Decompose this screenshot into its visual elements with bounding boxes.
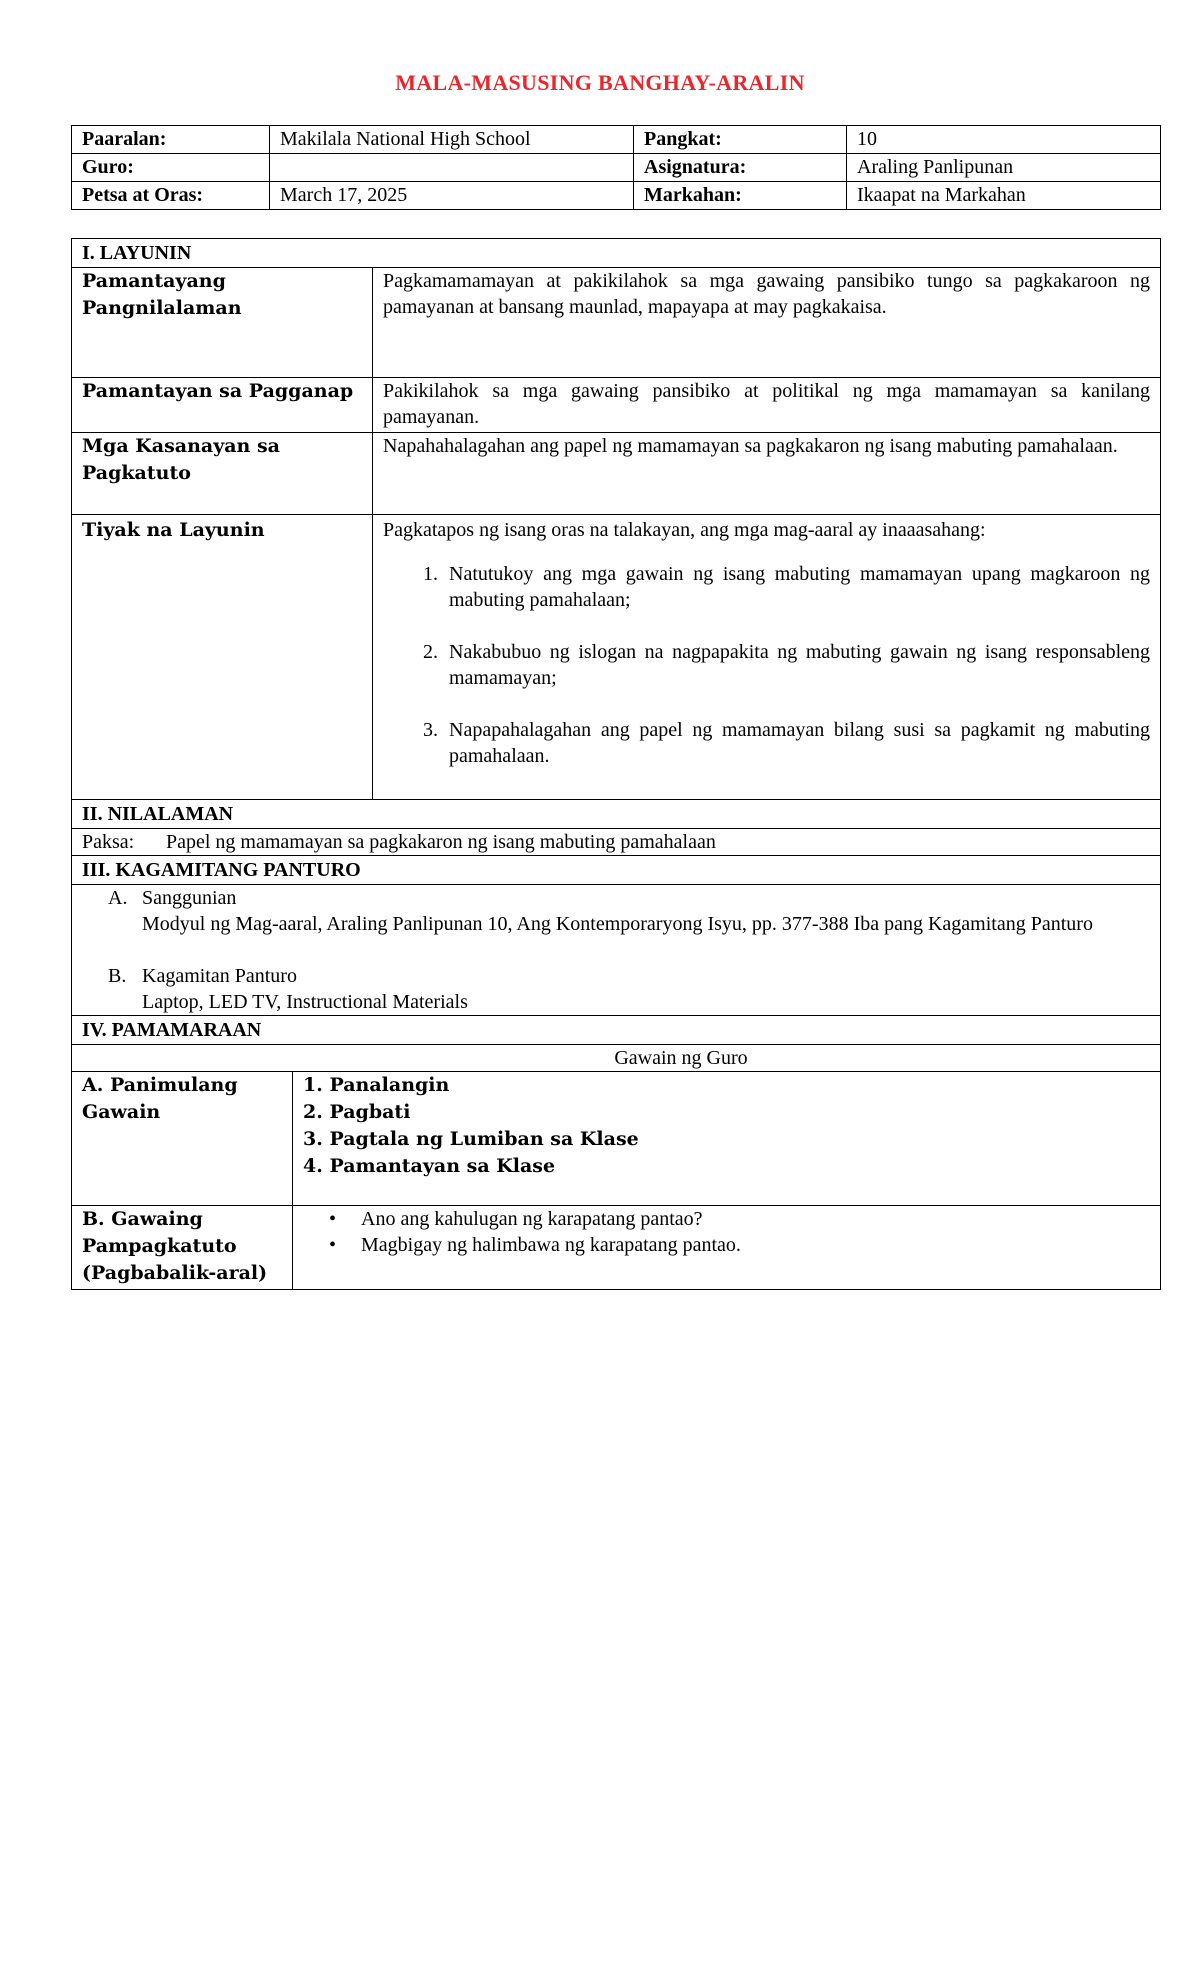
kasanayan-label: Mga Kasanayan sa Pagkatuto [72, 433, 373, 515]
markahan-value: Ikaapat na Markahan [847, 182, 1161, 210]
step-item: 1. Panalangin [303, 1074, 450, 1096]
kagamitan-text: Laptop, LED TV, Instructional Materials [142, 991, 468, 1013]
pagganap-label: Pamantayan sa Pagganap [72, 378, 373, 433]
item-label: B. [108, 965, 127, 987]
sanggunian-text: Modyul ng Mag-aaral, Araling Panlipunan 10, Ang Kontemporaryong Isyu, pp. 377-388 Iba pang Kagamitang Panturo [142, 913, 1093, 935]
review-questions-list [303, 1206, 1150, 1258]
kagamitan-cell [72, 885, 1161, 1016]
document-title: MALA-MASUSING BANGHAY-ARALIN [395, 70, 805, 95]
kagamitan-heading: III. KAGAMITANG PANTURO [72, 856, 1161, 885]
header-row [72, 154, 1161, 182]
objective-item: 2. Nakabubuo ng islogan na nagpapakita ng mabuting gawain ng isang responsableng mamamayan; [443, 639, 1150, 691]
tiyak-cell [373, 515, 1161, 800]
kagamitan-item [108, 963, 1150, 1015]
objective-item: 3. Napapahalagahan ang papel ng mamamayan bilang susi sa pagkamit ng mabuting pamahalaan. [443, 717, 1150, 769]
pampagkatuto-label-3: (Pagbabalik-aral) [82, 1262, 268, 1284]
pampagkatuto-label-1: B. Gawaing [82, 1208, 203, 1230]
asignatura-label: Asignatura: [634, 154, 847, 182]
pangkat-label: Pangkat: [634, 126, 847, 154]
tiyak-intro: Pagkatapos ng isang oras na talakayan, ang mga mag-aaral ay inaaasahang: [383, 519, 986, 541]
pamamaraan-heading: IV. PAMAMARAAN [72, 1016, 1161, 1045]
sanggunian-title: Sanggunian [142, 887, 237, 909]
pampagkatuto-cell [293, 1206, 1161, 1290]
bullet-item: • Ano ang kahulugan ng karapatang pantao? [361, 1206, 1150, 1232]
bullet-item: • Magbigay ng halimbawa ng karapatang pantao. [361, 1232, 1150, 1258]
tiyak-label: Tiyak na Layunin [72, 515, 373, 800]
paksa-text: Papel ng mamamayan sa pagkakaron ng isang mabuting pamahalaan [166, 831, 716, 853]
header-row [72, 182, 1161, 210]
step-item: 2. Pagbati [303, 1101, 411, 1123]
paksa-cell [72, 829, 1161, 856]
pamantayang-text: Pagkamamamayan at pakikilahok sa mga gawaing pansibiko tungo sa pagkakaroon ng pamayanan at bansang maunlad, mapayapa at may pagkakaisa. [373, 268, 1161, 378]
panimulang-label: A. Panimulang Gawain [72, 1072, 293, 1206]
objective-item: 1. Natutukoy ang mga gawain ng isang mabuting mamamayan upang magkaroon ng mabuting pamahalaan; [443, 561, 1150, 613]
guro-label: Guro: [72, 154, 270, 182]
pamantayang-label: Pamantayang Pangnilalaman [72, 268, 373, 378]
paaralan-label: Paaralan: [72, 126, 270, 154]
kasanayan-text: Napahahalagahan ang papel ng mamamayan sa pagkakaron ng isang mabuting pamahalaan. [373, 433, 1161, 515]
layunin-heading: I. LAYUNIN [72, 239, 1161, 268]
asignatura-value: Araling Panlipunan [847, 154, 1161, 182]
petsa-value: March 17, 2025 [270, 182, 634, 210]
paaralan-value: Makilala National High School [270, 126, 634, 154]
kagamitan-title: Kagamitan Panturo [142, 965, 297, 987]
markahan-label: Markahan: [634, 182, 847, 210]
objectives-list [383, 561, 1150, 769]
step-item: 3. Pagtala ng Lumiban sa Klase [303, 1128, 639, 1150]
guro-value [270, 154, 634, 182]
header-row [72, 126, 1161, 154]
pampagkatuto-label-cell [72, 1206, 293, 1290]
step-item: 4. Pamantayan sa Klase [303, 1155, 556, 1177]
item-label: A. [108, 887, 128, 909]
pangkat-value: 10 [847, 126, 1161, 154]
lesson-plan-table [71, 238, 1161, 1290]
paksa-label: Paksa: [82, 831, 135, 853]
panimulang-cell [293, 1072, 1161, 1206]
petsa-label: Petsa at Oras: [72, 182, 270, 210]
pampagkatuto-label-2: Pampagkatuto [82, 1235, 237, 1257]
pagganap-text: Pakikilahok sa mga gawaing pansibiko at politikal ng mga mamamayan sa kanilang pamayanan. [373, 378, 1161, 433]
nilalaman-heading: II. NILALAMAN [72, 800, 1161, 829]
sanggunian-item [108, 885, 1150, 937]
header-info-table [71, 125, 1161, 210]
gawain-guro-header: Gawain ng Guro [72, 1045, 1161, 1072]
